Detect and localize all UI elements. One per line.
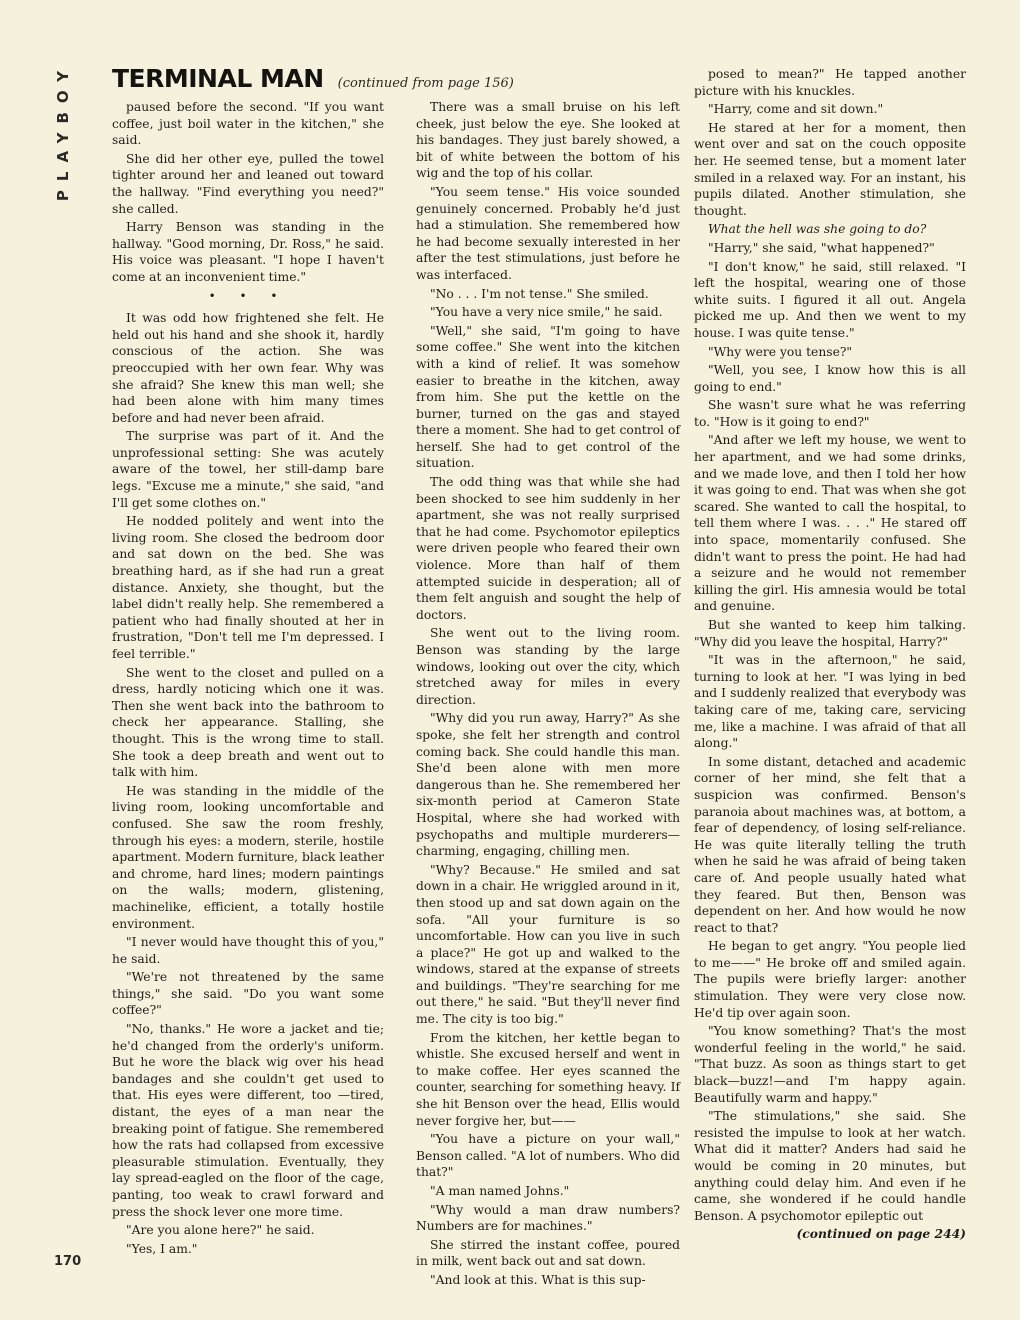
page-number: 170 bbox=[54, 1254, 82, 1269]
paragraph: He nodded politely and went into the living room. She closed the bedroom door and sat down on the bed. She was breathing hard, as if she had run a great distance. Anxiety, she thought, but the label didn't really help. She remembered a patient who had finally shouted at her in frustration, "Don't tell me I'm depressed. I feel terrible." bbox=[112, 514, 384, 661]
paragraph: "Why would a man draw numbers? Numbers are for machines." bbox=[416, 1202, 680, 1234]
paragraph: She went out to the living room. Benson was standing by the large windows, looking out over the city, which stretched away for miles in every direction. bbox=[416, 626, 680, 707]
paragraph: "I don't know," he said, still relaxed. "I left the hospital, wearing one of those white suits. I figured it all out. Angela picked me up. And then we went to my house. I was quite tense." bbox=[694, 259, 966, 340]
text-column-3 bbox=[694, 66, 966, 1286]
paragraph: "No . . . I'm not tense." She smiled. bbox=[430, 286, 649, 301]
paragraph: "Why were you tense?" bbox=[708, 344, 853, 359]
paragraph: "Why did you run away, Harry?" As she spoke, she felt her strength and control coming back. She could handle this man. She'd been alone with men more dangerous than he. She remembered her six-month period at Cameron State Hospital, where she had worked with psychopaths and multiple murderers—charming, engaging, chilling men. bbox=[416, 711, 680, 859]
paragraph: The surprise was part of it. And the unprofessional setting: She was acutely aware of the towel, her still-damp bare legs. "Excuse me a minute," she said, "and I'll get some clothes on." bbox=[112, 429, 384, 510]
paragraph: "Harry," she said, "what happened?" bbox=[708, 240, 935, 255]
paragraph: He stared at her for a moment, then went over and sat on the couch opposite her. He seemed tense, but a moment later smiled in a relaxed way. For an instant, his pupils dilated. Another stimulation, she thought. bbox=[694, 120, 966, 218]
article-header bbox=[112, 64, 672, 100]
paragraph: "You know something? That's the most wonderful feeling in the world," he said. "That buzz. As soon as things start to get black—buzz!—and I'm happy again. Beautifully warm and happy." bbox=[694, 1024, 966, 1105]
paragraph: "You have a picture on your wall," Benson called. "A lot of numbers. Who did that?" bbox=[416, 1132, 680, 1180]
paragraph: "A man named Johns." bbox=[430, 1184, 570, 1198]
paragraph: "It was in the afternoon," he said, turning to look at her. "I was lying in bed and I suddenly realized that everybody was taking care of me, taking care, servicing me, like a machine. I was afraid of that all along." bbox=[694, 653, 966, 751]
text-column-2 bbox=[416, 99, 680, 1287]
paragraph: "Are you alone here?" he said. bbox=[126, 1223, 315, 1238]
paragraph: He was standing in the middle of the living room, looking uncomfortable and confused. She saw the room freshly, through his eyes: a modern, sterile, hostile apartment. Modern furniture, black leather and chrome, hard lines; modern paintings on the walls; modern, glistening, machinelike, efficient, a totally hostile environment. bbox=[112, 783, 384, 931]
paragraph: "And after we left my house, we went to her apartment, and we had some drinks, and we made love, and then I told her how it was going to end. That was when she got scared. She wanted to call the hospital, to tell them where I was. . . ." He stared off into space, momentarily confused. She didn't want to press the point. He had had a seizure and he would not remember killing the girl. His amnesia would be total and genuine. bbox=[694, 433, 966, 614]
section-break: • • • bbox=[208, 288, 288, 303]
paragraph: What the hell was she going to do? bbox=[708, 222, 927, 237]
paragraph: She went to the closet and pulled on a dress, hardly noticing which one it was. Then she went back into the bathroom to check her appearance. Stalling, she thought. This is the wrong time to stall. She took a deep breath and went out to talk with him. bbox=[112, 665, 384, 780]
article-title: TERMINAL MAN bbox=[112, 64, 324, 93]
paragraph: "Yes, I am." bbox=[126, 1241, 198, 1256]
paragraph: In some distant, detached and academic corner of her mind, she felt that a suspicion was confirmed. Benson's paranoia about machines was, at bottom, a fear of dependency, of losing self-reliance. He was quite literally telling the truth when he said he was afraid of being taken care of. And people usually hated what they feared. But then, Benson was dependent on her. And how would he now react to that? bbox=[694, 754, 966, 935]
paragraph: "No, thanks." He wore a jacket and tie; he'd changed from the orderly's uniform. But he wore the black wig over his head bandages and she couldn't get used to that. His eyes were different, too —tired, distant, the eyes of a man near the breaking point of fatigue. She remembered how the rats had collapsed from excessive pleasurable stimulation. Eventually, they lay spread-eagled on the floor of the cage, panting, too weak to crawl forward and press the shock lever one more time. bbox=[112, 1022, 384, 1219]
paragraph: From the kitchen, her kettle began to whistle. She excused herself and went in to make coffee. Her eyes scanned the counter, searching for something heavy. If she hit Benson over the head, Ellis would never forgive her, but—— bbox=[416, 1030, 680, 1128]
continued-on-note: (continued on page 244) bbox=[796, 1226, 966, 1242]
paragraph: But she wanted to keep him talking. "Why did you leave the hospital, Harry?" bbox=[694, 618, 966, 649]
paragraph: "You have a very nice smile," he said. bbox=[430, 305, 663, 320]
paragraph: "You seem tense." His voice sounded genuinely concerned. Probably he'd just had a stimulation. She remembered how he had become sexually interested in her after the test stimulations, just before he was interfaced. bbox=[416, 184, 680, 282]
paragraph: She wasn't sure what he was referring to. "How is it going to end?" bbox=[694, 398, 966, 429]
paragraph: "The stimulations," she said. She resisted the impulse to look at her watch. What did it matter? Anders had said he would be coming in 20 minutes, but anything could delay him. And even if he came, she wondered if he could handle Benson. A psychomotor epileptic out bbox=[694, 1109, 966, 1223]
paragraph: "Well, you see, I know how this is all going to end." bbox=[694, 363, 966, 394]
paragraph: "We're not threatened by the same things," she said. "Do you want some coffee?" bbox=[112, 970, 384, 1018]
paragraph: paused before the second. "If you want coffee, just boil water in the kitchen," she said. bbox=[112, 100, 384, 148]
paragraph: She stirred the instant coffee, poured in milk, went back out and sat down. bbox=[416, 1237, 680, 1269]
paragraph: He began to get angry. "You people lied to me——" He broke off and smiled again. The pupils were briefly larger: another stimulation. They were very close now. He'd tip over again soon. bbox=[694, 939, 966, 1020]
paragraph: There was a small bruise on his left cheek, just below the eye. She looked at his bandages. They just barely showed, a bit of white between the bottom of his wig and the top of his collar. bbox=[416, 100, 680, 181]
paragraph: She did her other eye, pulled the towel tighter around her and leaned out toward the hallway. "Find everything you need?" she called. bbox=[112, 151, 384, 216]
paragraph: It was odd how frightened she felt. He held out his hand and she shook it, hardly conscious of the action. She was preoccupied with her own fear. Why was she afraid? She knew this man well; she had been alone with him many times before and had never been afraid. bbox=[112, 311, 384, 425]
text-column-1 bbox=[112, 99, 384, 1284]
running-head: PLAYBOY bbox=[54, 62, 72, 202]
paragraph: The odd thing was that while she had been shocked to see him suddenly in her apartment, she was not really surprised that he had come. Psychomotor epileptics were driven people who feared their own violence. More than half of them attempted suicide in desperation; all of them felt anguish and sought the help of doctors. bbox=[416, 475, 680, 622]
continued-from-note: (continued from page 156) bbox=[337, 76, 514, 91]
paragraph: "Harry, come and sit down." bbox=[708, 102, 884, 117]
paragraph: "I never would have thought this of you," he said. bbox=[112, 935, 384, 966]
paragraph: "Why? Because." He smiled and sat down in a chair. He wriggled around in it, then stood up and sat down again on the sofa. "All your furniture is so uncomfortable. How can you live in such a place?" He got up and walked to the windows, stared at the expanse of streets and buildings. "They're searching for me out there," he said. "But they'll never find me. The city is too big." bbox=[416, 862, 680, 1027]
paragraph: "And look at this. What is this sup- bbox=[430, 1272, 646, 1287]
paragraph: posed to mean?" He tapped another picture with his knuckles. bbox=[694, 67, 966, 98]
paragraph: Harry Benson was standing in the hallway. "Good morning, Dr. Ross," he said. His voice was pleasant. "I hope I haven't come at an inconvenient time." bbox=[112, 220, 384, 284]
paragraph: "Well," she said, "I'm going to have some coffee." She went into the kitchen with a kind of relief. It was somehow easier to breathe in the kitchen, away from him. She put the kettle on the burner, turned on the gas and stayed there a moment. She had to get control of herself. She had to get control of the situation. bbox=[416, 323, 680, 471]
